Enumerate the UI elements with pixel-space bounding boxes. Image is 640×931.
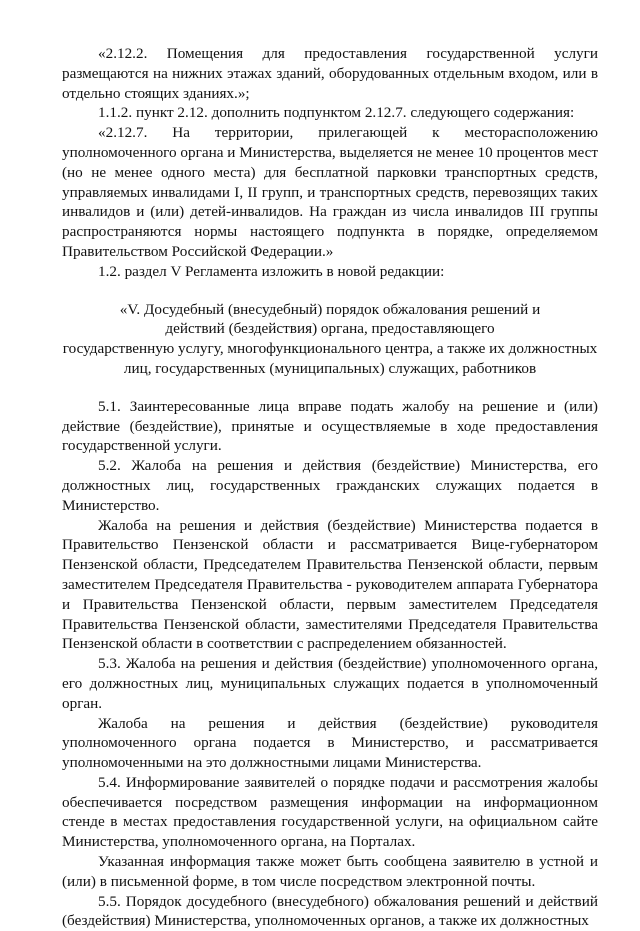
paragraph-2-12-7: «2.12.7. На территории, прилегающей к месторасположению уполномоченного органа и Министерства, выделяется не менее 10 процентов мест (но не менее одного места) для бесплатной парковки транспортных средств, управляемых инвалидами I, II групп, и транспортных средств, перевозящих таких инвалидов и (или) детей-инвалидов. На граждан из числа инвалидов III группы распространяются нормы настоящего подпункта в порядке, определяемом Правительством Российской Федерации.» — [62, 124, 598, 260]
heading-line-1: «V. Досудебный (внесудебный) порядок обжалования решений и — [119, 300, 541, 318]
paragraph-5-2-complaint-government: Жалоба на решения и действия (бездействие) Министерства подается в Правительство Пензенской области и рассматривается Вице-губернатором Пензенской области, Председателем Правительства Пензенской области, первым заместителем Председателя Правительства - руководителем аппарата Губернатора и Правительства Пензенской области, первым заместителем Председателя Правительства Пензенской области, заместителями Председателя Правительства Пензенской области в соответствии с распределением обязанностей. — [62, 516, 598, 653]
paragraph-5-5: 5.5. Порядок досудебного (внесудебного) обжалования решений и действий (бездействия) Министерства, уполномоченных органов, а также их должностных — [62, 892, 598, 930]
paragraph-5-1: 5.1. Заинтересованные лица вправе подать жалобу на решение и (или) действие (бездействие), принятые и осуществляемые в ходе предоставления государственной услуги. — [62, 397, 598, 455]
paragraph-1-1-2: 1.1.2. пункт 2.12. дополнить подпунктом 2.12.7. следующего содержания: — [98, 104, 575, 122]
paragraph-2-12-2: «2.12.2. Помещения для предоставления государственной услуги размещаются на нижних этажах зданий, оборудованных отдельным входом, или в отдельно стоящих зданиях.»; — [62, 45, 598, 102]
document-page — [62, 44, 598, 931]
paragraph-5-3-complaint-head: Жалоба на решения и действия (бездействие) руководителя уполномоченного органа подается в Министерство, и рассматривается уполномоченными на это должностными лицами Министерства. — [62, 714, 598, 772]
paragraph-5-2: 5.2. Жалоба на решения и действия (бездействие) Министерства, его должностных лиц, государственных гражданских служащих подается в Министерство. — [62, 457, 598, 514]
paragraph-5-4-info: Указанная информация также может быть сообщена заявителю в устной и (или) в письменной форме, в том числе посредством электронной почты. — [62, 853, 598, 890]
section-v-heading — [62, 300, 598, 379]
heading-line-4: лиц, государственных (муниципальных) служащих, работников — [123, 359, 537, 377]
paragraph-5-3: 5.3. Жалоба на решения и действия (бездействие) уполномоченного органа, его должностных лиц, муниципальных служащих подается в уполномоченный орган. — [62, 655, 598, 712]
heading-line-2: действий (бездействия) органа, предоставляющего — [165, 320, 495, 338]
heading-line-3: государственную услугу, многофункционального центра, а также их должностных — [62, 340, 598, 358]
paragraph-1-2: 1.2. раздел V Регламента изложить в новой редакции: — [98, 262, 445, 280]
paragraph-5-4: 5.4. Информирование заявителей о порядке подачи и рассмотрения жалобы обеспечивается посредством размещения информации на информационном стенде в местах предоставления государственной услуги, на официальном сайте Министерства, уполномоченного органа, на Порталах. — [62, 773, 598, 851]
